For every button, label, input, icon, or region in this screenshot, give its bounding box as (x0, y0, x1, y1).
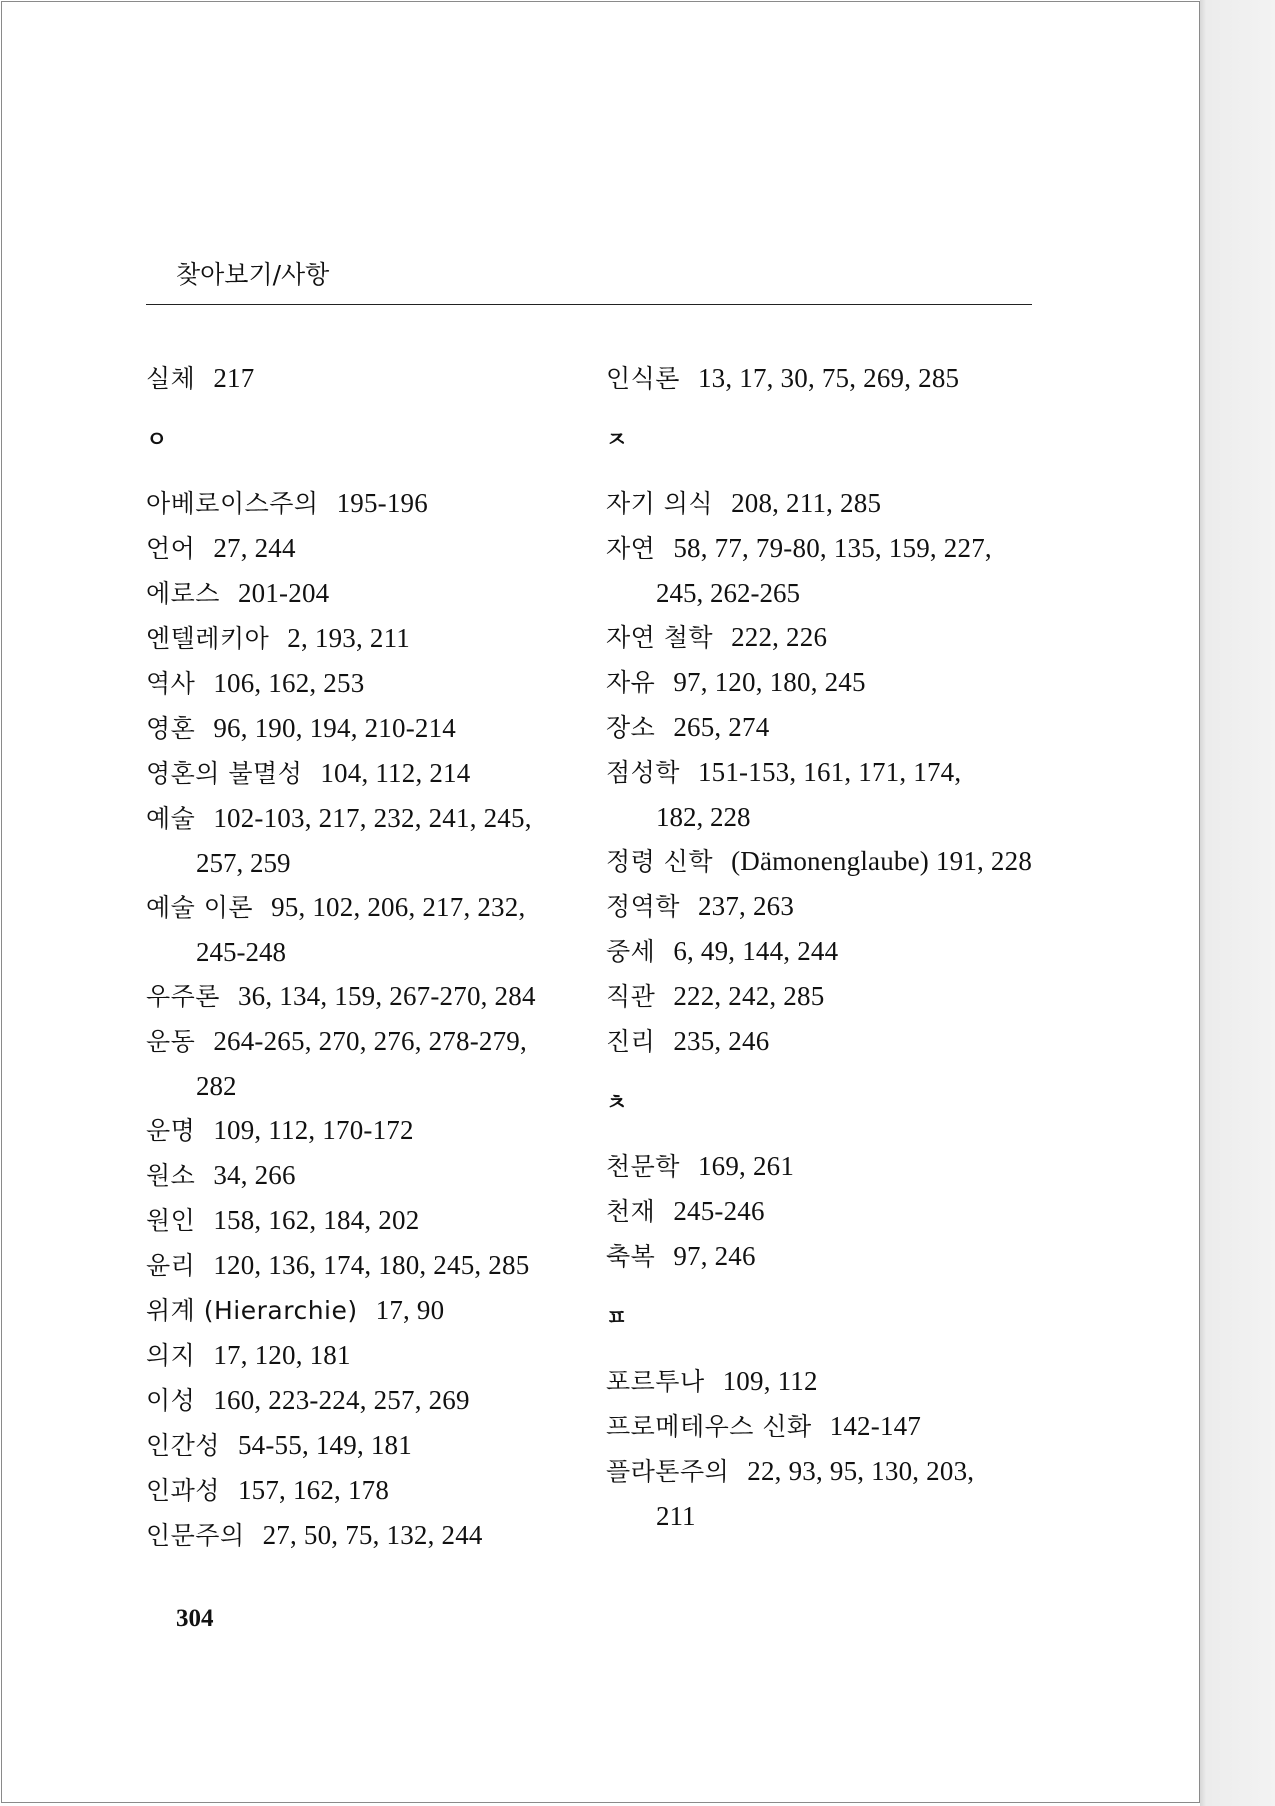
index-entry (146, 1423, 586, 1468)
index-term: 윤리 (146, 1251, 196, 1280)
index-entry (606, 839, 1041, 884)
index-term: 아베로이스주의 (146, 489, 319, 518)
index-page-refs: 36, 134, 159, 267-270, 284 (237, 981, 536, 1011)
index-entry (606, 481, 1041, 526)
index-section-letter: ㅊ (606, 1091, 628, 1116)
index-entry-continuation: 245-248 (196, 937, 286, 967)
index-entry (146, 571, 586, 616)
index-term: 정령 신학 (606, 847, 714, 876)
index-entry (146, 661, 586, 706)
index-page-refs: 95, 102, 206, 217, 232, (271, 892, 526, 922)
index-entry (606, 1404, 1041, 1449)
index-page-refs: 265, 274 (673, 712, 770, 742)
index-term: 예술 이론 (146, 893, 254, 922)
index-term: 운동 (146, 1027, 196, 1056)
index-page-refs: 222, 226 (731, 622, 828, 652)
index-term: 축복 (606, 1242, 656, 1271)
index-page-refs: 158, 162, 184, 202 (213, 1205, 420, 1235)
index-page-refs: 58, 77, 79-80, 135, 159, 227, (673, 533, 992, 563)
index-term: 인과성 (146, 1476, 220, 1505)
index-term: 자유 (606, 668, 656, 697)
index-entry (146, 751, 586, 796)
index-entry (606, 615, 1041, 660)
index-page-refs: 264-265, 270, 276, 278-279, (213, 1026, 527, 1056)
index-term: 인간성 (146, 1431, 220, 1460)
index-entry (606, 1234, 1041, 1279)
index-section-letter: ㅍ (606, 1306, 628, 1331)
index-entry (146, 1288, 586, 1333)
index-entry (146, 1468, 586, 1513)
index-page-refs: 208, 211, 285 (731, 488, 882, 518)
index-term: 의지 (146, 1341, 196, 1370)
index-page-refs: 151-153, 161, 171, 174, (697, 757, 962, 787)
index-entry (146, 481, 586, 526)
index-term: 인문주의 (146, 1521, 245, 1550)
index-page-refs: 27, 50, 75, 132, 244 (262, 1520, 483, 1550)
page-number: 304 (176, 1605, 214, 1632)
index-page-refs: 217 (213, 363, 255, 393)
index-entry (146, 1513, 586, 1558)
index-term: 실체 (146, 364, 196, 393)
index-entry (146, 1108, 586, 1153)
index-term: 장소 (606, 713, 656, 742)
index-page-refs: 2, 193, 211 (287, 623, 410, 653)
index-entry (146, 885, 586, 930)
index-entry (606, 705, 1041, 750)
index-page-refs: 97, 120, 180, 245 (673, 667, 866, 697)
index-page-refs: 34, 266 (213, 1160, 296, 1190)
index-term: 천문학 (606, 1152, 680, 1181)
index-term: 자연 (606, 534, 656, 563)
index-entry (146, 616, 586, 661)
index-entry (146, 356, 586, 401)
index-term: 인식론 (606, 364, 680, 393)
index-page-refs: 102-103, 217, 232, 241, 245, (213, 803, 532, 833)
index-term: 예술 (146, 804, 196, 833)
index-entry (606, 1359, 1041, 1404)
index-entry (146, 526, 586, 571)
index-entry (146, 1019, 586, 1064)
index-entry (606, 974, 1041, 1019)
index-entry (606, 1189, 1041, 1234)
index-term: 위계 (Hierarchie) (146, 1296, 358, 1325)
index-term: 자연 철학 (606, 623, 714, 652)
index-entry (146, 1198, 586, 1243)
index-term: 역사 (146, 669, 196, 698)
index-page-refs: 120, 136, 174, 180, 245, 285 (213, 1250, 530, 1280)
index-term: 원소 (146, 1161, 196, 1190)
index-term: 영혼의 불멸성 (146, 759, 303, 788)
index-term: 우주론 (146, 982, 220, 1011)
index-term: 에로스 (146, 579, 220, 608)
index-term: 영혼 (146, 714, 196, 743)
index-page-refs: 106, 162, 253 (213, 668, 365, 698)
index-page-refs: 235, 246 (673, 1026, 770, 1056)
index-term: 중세 (606, 937, 656, 966)
index-term: 직관 (606, 982, 656, 1011)
index-entry-continuation: 282 (196, 1071, 237, 1101)
index-entry-continuation: 182, 228 (656, 802, 751, 832)
index-entry (606, 526, 1041, 571)
index-column-right (606, 356, 1041, 1538)
page-edge-shadow (1200, 0, 1275, 1806)
index-page-refs: 157, 162, 178 (237, 1475, 390, 1505)
index-term: 진리 (606, 1027, 656, 1056)
index-entry (146, 1153, 586, 1198)
index-page-refs: 17, 120, 181 (213, 1340, 351, 1370)
index-term: 정역학 (606, 892, 680, 921)
index-term: 엔텔레키아 (146, 624, 270, 653)
index-term: 천재 (606, 1197, 656, 1226)
index-entry (606, 1144, 1041, 1189)
index-entry (146, 796, 586, 841)
index-page-refs: 160, 223-224, 257, 269 (213, 1385, 470, 1415)
index-entry-continuation: 245, 262-265 (656, 578, 800, 608)
index-page-refs: 245-246 (673, 1196, 765, 1226)
index-term: 플라톤주의 (606, 1457, 730, 1486)
index-page-refs: 201-204 (237, 578, 330, 608)
index-term: 포르투나 (606, 1367, 705, 1396)
index-page-refs: 13, 17, 30, 75, 269, 285 (697, 363, 960, 393)
index-page-refs: 104, 112, 214 (320, 758, 471, 788)
index-page-refs: 142-147 (829, 1411, 922, 1441)
index-entry-continuation: 211 (656, 1501, 696, 1531)
index-page-refs: 109, 112, 170-172 (213, 1115, 414, 1145)
index-entry (146, 1243, 586, 1288)
index-entry (606, 356, 1041, 401)
index-entry (146, 974, 586, 1019)
index-page-refs: 6, 49, 144, 244 (673, 936, 839, 966)
index-entry-continuation: 257, 259 (196, 848, 291, 878)
index-section-letter: ㅇ (146, 428, 168, 453)
index-page-refs: 97, 246 (673, 1241, 756, 1271)
index-entry (146, 1333, 586, 1378)
index-page-refs: 222, 242, 285 (673, 981, 825, 1011)
index-page-refs: (Dämonenglaube) 191, 228 (731, 846, 1033, 876)
index-entry (606, 884, 1041, 929)
index-term: 자기 의식 (606, 489, 714, 518)
index-entry (606, 750, 1041, 795)
index-term: 이성 (146, 1386, 196, 1415)
index-page-refs: 54-55, 149, 181 (237, 1430, 412, 1460)
index-entry (606, 660, 1041, 705)
index-section-letter: ㅈ (606, 428, 628, 453)
index-page-refs: 237, 263 (697, 891, 795, 921)
index-entry (606, 1449, 1041, 1494)
index-page-refs: 109, 112 (722, 1366, 818, 1396)
index-page-refs: 169, 261 (697, 1151, 795, 1181)
index-term: 언어 (146, 534, 196, 563)
running-head: 찾아보기/사항 (176, 260, 330, 289)
index-term: 점성학 (606, 758, 680, 787)
index-entry (146, 1378, 586, 1423)
header-rule (146, 304, 1032, 305)
index-page-refs: 96, 190, 194, 210-214 (213, 713, 457, 743)
index-page-refs: 27, 244 (213, 533, 296, 563)
index-term: 운명 (146, 1116, 196, 1145)
index-page-refs: 195-196 (336, 488, 428, 518)
index-entry (606, 929, 1041, 974)
index-entry (606, 1019, 1041, 1064)
index-term: 프로메테우스 신화 (606, 1412, 812, 1441)
index-page-refs: 17, 90 (375, 1295, 445, 1325)
index-page-refs: 22, 93, 95, 130, 203, (747, 1456, 975, 1486)
index-column-left (146, 356, 586, 1558)
index-entry (146, 706, 586, 751)
index-term: 원인 (146, 1206, 196, 1235)
